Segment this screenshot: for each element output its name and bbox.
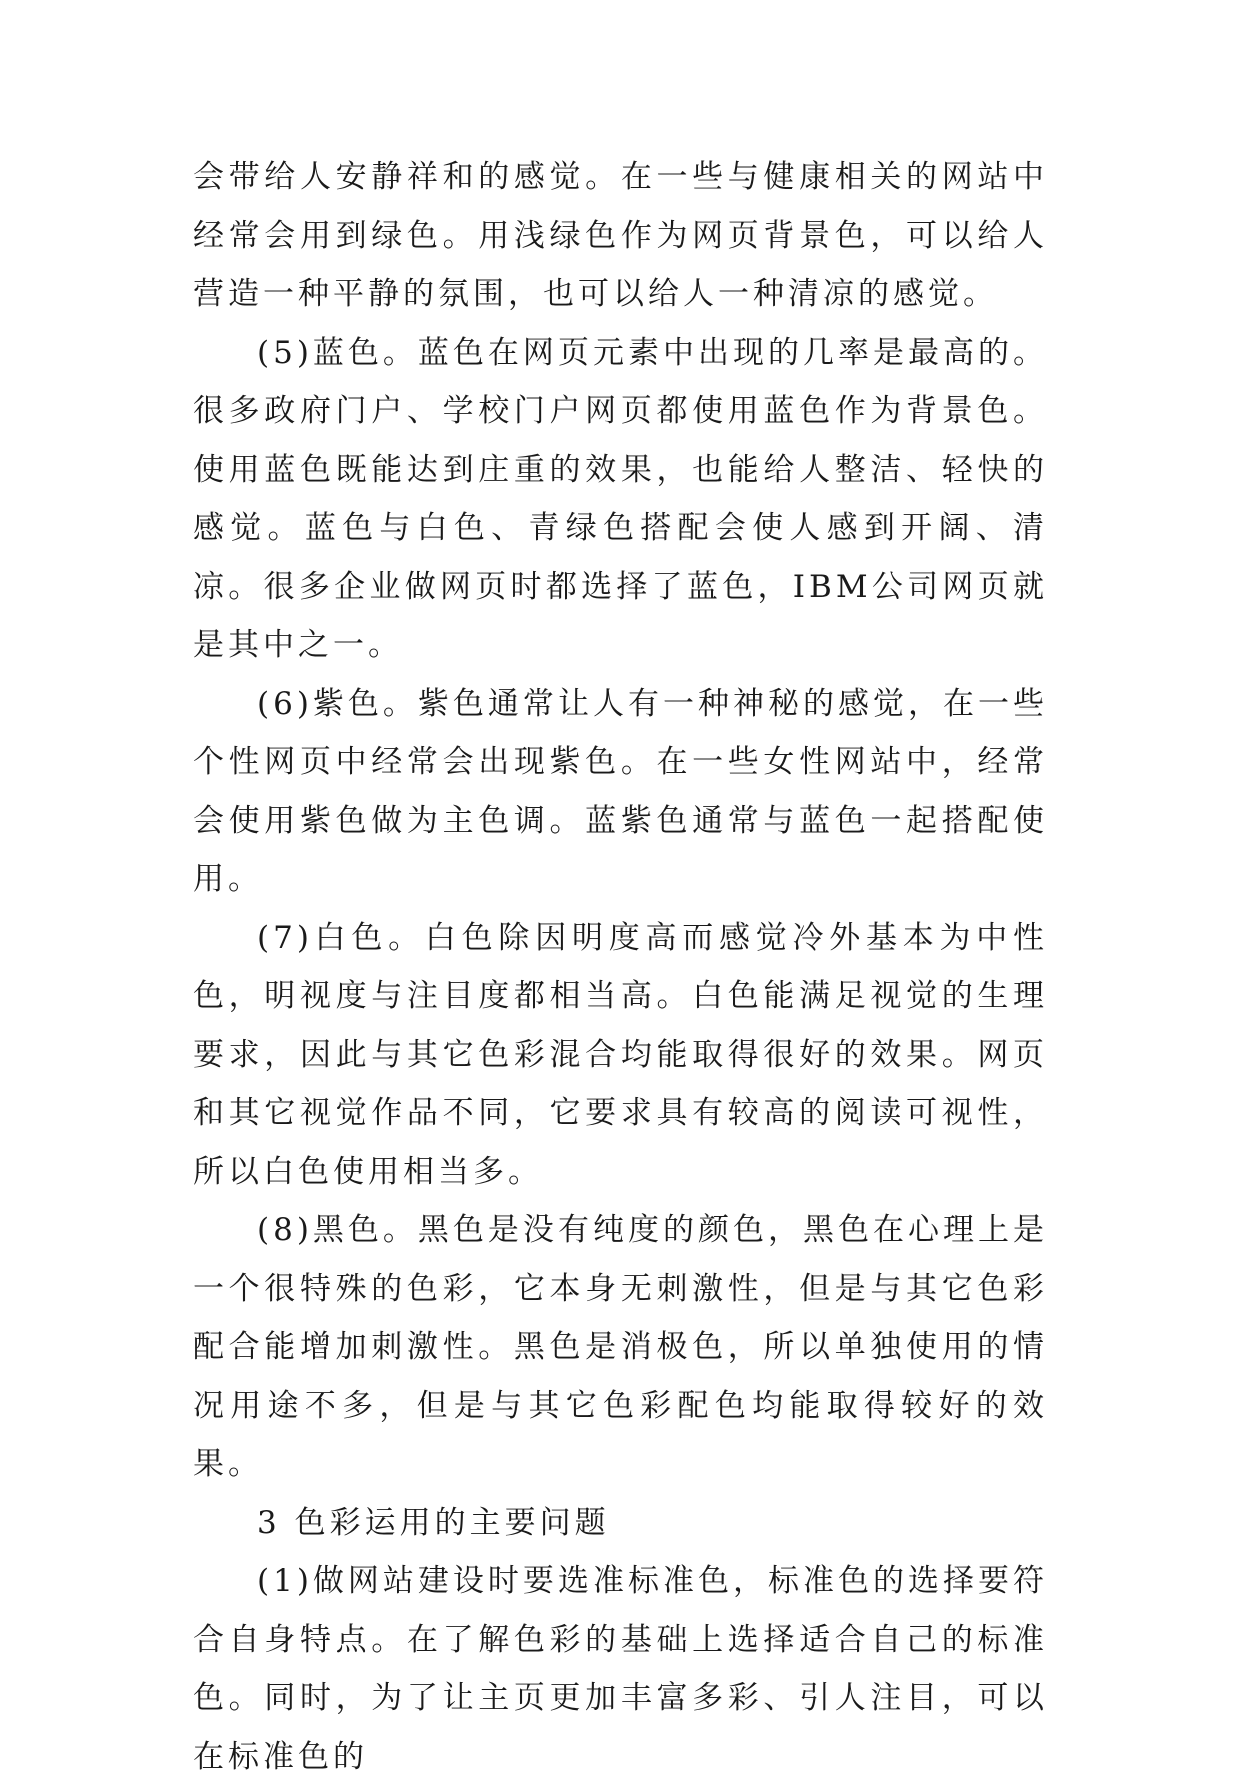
document-page xyxy=(193,148,1048,1786)
section-heading: 3 色彩运用的主要问题 xyxy=(257,1504,610,1541)
paragraph-standard-color: (1)做网站建设时要选准标准色，标准色的选择要符合自身特点。在了解色彩的基础上选择适合自己的标准色。同时，为了让主页更加丰富多彩、引人注目，可以在标准色的 xyxy=(193,1563,1048,1775)
paragraph-purple: (6)紫色。紫色通常让人有一种神秘的感觉，在一些个性网页中经常会出现紫色。在一些女性网站中，经常会使用紫色做为主色调。蓝紫色通常与蓝色一起搭配使用。 xyxy=(193,685,1048,897)
paragraph-white: (7)白色。白色除因明度高而感觉冷外基本为中性色，明视度与注目度都相当高。白色能满足视觉的生理要求，因此与其它色彩混合均能取得很好的效果。网页和其它视觉作品不同，它要求具有较高的阅读可视性，所以白色使用相当多。 xyxy=(193,919,1048,1190)
paragraph-blue: (5)蓝色。蓝色在网页元素中出现的几率是最高的。很多政府门户、学校门户网页都使用蓝色作为背景色。使用蓝色既能达到庄重的效果，也能给人整洁、轻快的感觉。蓝色与白色、青绿色搭配会使人感到开阔、清凉。很多企业做网页时都选择了蓝色，IBM公司网页就是其中之一。 xyxy=(193,334,1048,663)
paragraph-green-continued: 会带给人安静祥和的感觉。在一些与健康相关的网站中经常会用到绿色。用浅绿色作为网页背景色，可以给人营造一种平静的氛围，也可以给人一种清凉的感觉。 xyxy=(193,159,1048,312)
paragraph-black: (8)黑色。黑色是没有纯度的颜色，黑色在心理上是一个很特殊的色彩，它本身无刺激性，但是与其它色彩配合能增加刺激性。黑色是消极色，所以单独使用的情况用途不多，但是与其它色彩配色均能取得较好的效果。 xyxy=(193,1212,1048,1482)
